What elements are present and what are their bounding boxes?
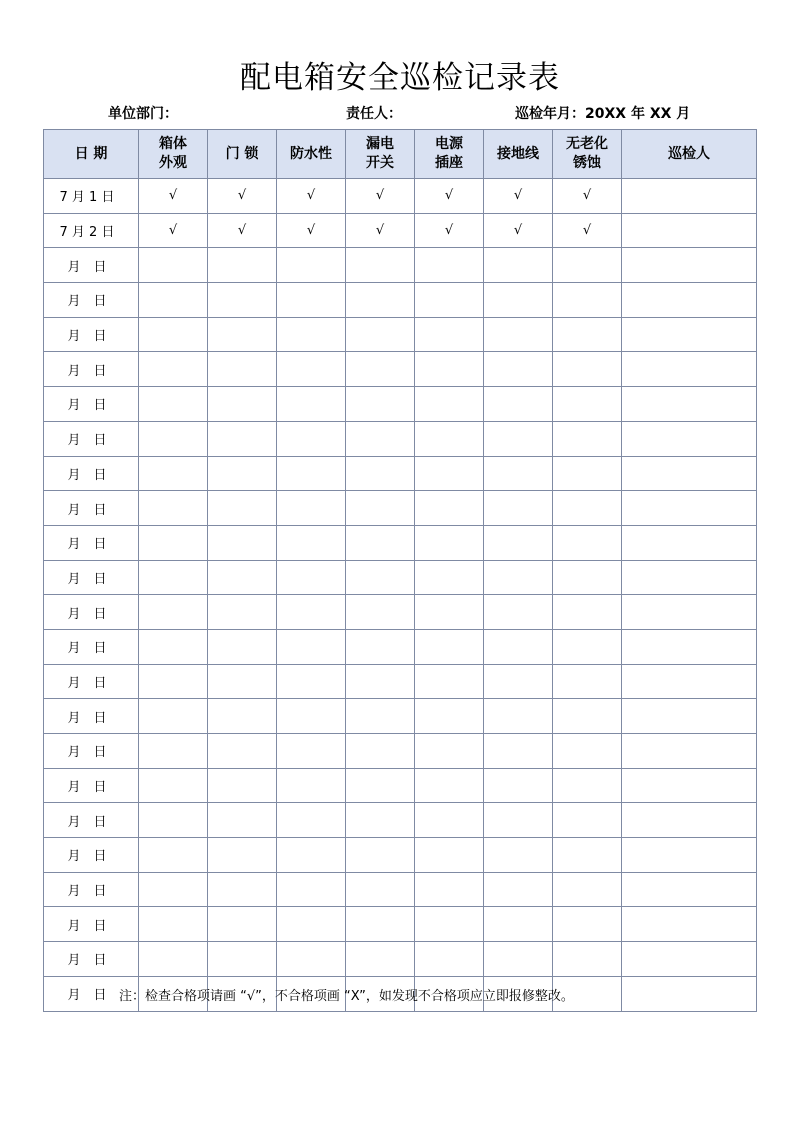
table-cell: √ — [553, 213, 622, 248]
table-cell — [622, 629, 757, 664]
column-header-line1: 巡检人 — [668, 145, 710, 162]
table-cell — [277, 421, 346, 456]
date-cell: 月 日 — [44, 456, 139, 491]
table-row — [44, 421, 757, 456]
table-cell — [553, 629, 622, 664]
table-cell — [553, 664, 622, 699]
table-row — [44, 213, 757, 248]
table-cell — [346, 629, 415, 664]
table-cell — [208, 352, 277, 387]
table-cell — [346, 456, 415, 491]
table-cell — [553, 768, 622, 803]
table-cell — [622, 248, 757, 283]
table-row — [44, 907, 757, 942]
date-cell: 月 日 — [44, 595, 139, 630]
table-cell — [277, 560, 346, 595]
table-cell — [484, 838, 553, 873]
table-cell — [553, 387, 622, 422]
table-cell: √ — [415, 179, 484, 214]
table-row — [44, 456, 757, 491]
table-cell: √ — [346, 179, 415, 214]
date-cell: 月 日 — [44, 387, 139, 422]
table-cell — [277, 699, 346, 734]
table-cell — [346, 803, 415, 838]
table-row — [44, 387, 757, 422]
table-cell — [484, 248, 553, 283]
table-cell — [346, 387, 415, 422]
table-cell: √ — [208, 213, 277, 248]
table-cell — [208, 456, 277, 491]
table-cell — [139, 907, 208, 942]
table-cell — [622, 803, 757, 838]
table-cell — [553, 491, 622, 526]
column-header — [484, 130, 553, 179]
table-cell — [415, 942, 484, 977]
date-cell: 月 日 — [44, 560, 139, 595]
table-cell — [346, 560, 415, 595]
column-header-line1: 漏电 — [366, 136, 394, 152]
table-cell — [553, 907, 622, 942]
table-row — [44, 768, 757, 803]
date-cell: 月 日 — [44, 734, 139, 769]
table-cell — [553, 421, 622, 456]
table-cell — [346, 491, 415, 526]
table-row — [44, 629, 757, 664]
table-cell — [415, 456, 484, 491]
date-cell: 月 日 — [44, 352, 139, 387]
table-cell — [553, 352, 622, 387]
table-cell — [622, 976, 757, 1011]
table-cell — [277, 872, 346, 907]
table-cell — [622, 768, 757, 803]
table-cell: √ — [139, 213, 208, 248]
table-cell: √ — [208, 179, 277, 214]
table-cell — [277, 387, 346, 422]
table-cell — [208, 317, 277, 352]
table-cell — [277, 283, 346, 318]
table-cell — [484, 942, 553, 977]
table-cell — [346, 699, 415, 734]
table-cell — [622, 317, 757, 352]
date-cell: 月 日 — [44, 525, 139, 560]
table-cell — [208, 768, 277, 803]
responsible-person-label: 责任人： — [346, 106, 402, 122]
table-cell — [415, 803, 484, 838]
table-row — [44, 491, 757, 526]
table-cell — [484, 629, 553, 664]
table-cell: √ — [484, 179, 553, 214]
column-header — [415, 130, 484, 179]
column-header-line2: 插座 — [435, 155, 463, 171]
table-cell — [622, 560, 757, 595]
table-cell — [622, 283, 757, 318]
column-header — [553, 130, 622, 179]
table-cell — [139, 872, 208, 907]
table-cell — [415, 699, 484, 734]
table-cell — [277, 803, 346, 838]
date-cell: 月 日 — [44, 248, 139, 283]
table-cell: √ — [415, 213, 484, 248]
table-cell — [553, 560, 622, 595]
table-row — [44, 872, 757, 907]
table-cell — [484, 421, 553, 456]
table-cell — [484, 803, 553, 838]
table-cell — [484, 664, 553, 699]
table-cell — [208, 248, 277, 283]
table-cell — [277, 734, 346, 769]
table-cell — [415, 907, 484, 942]
table-cell — [553, 699, 622, 734]
table-cell — [484, 456, 553, 491]
table-cell — [346, 838, 415, 873]
column-header — [44, 130, 139, 179]
date-cell: 月 日 — [44, 317, 139, 352]
table-cell: √ — [346, 213, 415, 248]
column-header-line1: 防水性 — [290, 145, 332, 162]
table-row — [44, 699, 757, 734]
table-row — [44, 248, 757, 283]
table-cell — [208, 525, 277, 560]
table-cell — [622, 179, 757, 214]
table-row — [44, 560, 757, 595]
table-cell — [346, 907, 415, 942]
table-cell — [415, 872, 484, 907]
table-cell — [415, 664, 484, 699]
date-cell: 月 日 — [44, 768, 139, 803]
table-cell — [484, 734, 553, 769]
table-cell — [622, 907, 757, 942]
table-cell — [277, 942, 346, 977]
table-cell — [622, 734, 757, 769]
table-cell — [415, 629, 484, 664]
table-cell — [139, 387, 208, 422]
column-header — [622, 130, 757, 179]
table-cell — [415, 838, 484, 873]
table-cell — [415, 352, 484, 387]
table-cell — [484, 352, 553, 387]
table-cell — [346, 525, 415, 560]
table-cell — [553, 803, 622, 838]
table-cell: √ — [484, 213, 553, 248]
column-header-line1: 日 期 — [74, 145, 108, 162]
table-cell — [484, 699, 553, 734]
table-cell — [553, 456, 622, 491]
table-cell — [415, 560, 484, 595]
table-cell — [346, 942, 415, 977]
table-header-row — [44, 130, 757, 179]
table-cell — [484, 907, 553, 942]
table-cell — [139, 456, 208, 491]
table-cell — [208, 560, 277, 595]
column-header — [208, 130, 277, 179]
table-cell — [208, 664, 277, 699]
table-cell — [277, 525, 346, 560]
table-cell — [346, 352, 415, 387]
table-row — [44, 352, 757, 387]
table-cell — [277, 907, 346, 942]
column-header — [346, 130, 415, 179]
table-cell — [208, 491, 277, 526]
table-cell — [208, 907, 277, 942]
column-header-line1: 无老化 — [566, 136, 608, 152]
table-cell — [622, 525, 757, 560]
column-header — [277, 130, 346, 179]
table-cell — [553, 317, 622, 352]
table-cell — [277, 248, 346, 283]
table-row — [44, 838, 757, 873]
column-header-line2: 外观 — [159, 155, 187, 171]
table-cell — [277, 595, 346, 630]
table-cell — [553, 872, 622, 907]
table-cell — [346, 248, 415, 283]
table-cell — [622, 352, 757, 387]
department-label: 单位部门： — [108, 106, 178, 122]
table-cell — [208, 283, 277, 318]
table-cell — [622, 213, 757, 248]
table-cell — [415, 283, 484, 318]
table-cell — [622, 872, 757, 907]
table-cell — [208, 629, 277, 664]
table-cell — [139, 595, 208, 630]
table-cell: √ — [277, 213, 346, 248]
date-cell: 月 日 — [44, 699, 139, 734]
date-cell: 月 日 — [44, 976, 139, 1011]
table-cell — [277, 352, 346, 387]
date-cell: 月 日 — [44, 421, 139, 456]
table-cell — [208, 699, 277, 734]
table-cell — [553, 734, 622, 769]
table-cell — [208, 595, 277, 630]
table-cell — [208, 421, 277, 456]
table-cell — [622, 664, 757, 699]
table-cell — [346, 664, 415, 699]
table-cell — [208, 942, 277, 977]
table-cell — [139, 768, 208, 803]
table-cell — [277, 456, 346, 491]
date-cell: 月 日 — [44, 629, 139, 664]
table-cell — [622, 699, 757, 734]
table-cell — [139, 803, 208, 838]
table-cell — [139, 734, 208, 769]
table-cell — [622, 421, 757, 456]
table-cell — [346, 317, 415, 352]
date-cell: 月 日 — [44, 942, 139, 977]
table-cell — [208, 872, 277, 907]
table-row — [44, 734, 757, 769]
date-cell: 月 日 — [44, 283, 139, 318]
table-cell — [277, 768, 346, 803]
table-cell — [139, 525, 208, 560]
table-cell — [622, 456, 757, 491]
table-row — [44, 942, 757, 977]
table-cell — [208, 803, 277, 838]
table-cell — [484, 768, 553, 803]
table-cell — [139, 560, 208, 595]
table-row — [44, 664, 757, 699]
table-cell — [622, 595, 757, 630]
table-cell — [415, 734, 484, 769]
inspection-month-label: 巡检年月：20XX 年 XX 月 — [515, 106, 691, 122]
table-cell — [484, 387, 553, 422]
table-cell — [553, 595, 622, 630]
table-cell — [208, 387, 277, 422]
date-cell: 月 日 — [44, 664, 139, 699]
table-cell — [553, 525, 622, 560]
date-cell: 7 月 2 日 — [44, 213, 139, 248]
table-cell: √ — [139, 179, 208, 214]
table-cell — [553, 942, 622, 977]
table-cell — [139, 352, 208, 387]
table-cell — [415, 768, 484, 803]
table-cell — [208, 838, 277, 873]
table-cell — [346, 768, 415, 803]
table-cell — [346, 283, 415, 318]
table-cell — [622, 942, 757, 977]
table-cell — [277, 629, 346, 664]
table-cell — [139, 491, 208, 526]
table-cell — [622, 387, 757, 422]
table-cell: √ — [277, 179, 346, 214]
date-cell: 月 日 — [44, 907, 139, 942]
table-cell — [139, 629, 208, 664]
table-cell — [553, 283, 622, 318]
table-cell — [346, 872, 415, 907]
table-cell — [484, 560, 553, 595]
table-row — [44, 283, 757, 318]
table-cell — [415, 491, 484, 526]
table-cell — [484, 283, 553, 318]
table-cell — [415, 421, 484, 456]
table-cell — [484, 491, 553, 526]
table-cell — [277, 664, 346, 699]
table-cell — [346, 595, 415, 630]
column-header-line1: 门 锁 — [225, 145, 259, 162]
table-cell — [553, 248, 622, 283]
table-row — [44, 595, 757, 630]
table-row — [44, 317, 757, 352]
table-cell — [139, 248, 208, 283]
table-cell — [139, 942, 208, 977]
table-row — [44, 803, 757, 838]
table-cell — [277, 317, 346, 352]
footnote: 注：检查合格项请画 “√”，不合格项画 “X”，如发现不合格项应立即报修整改。 — [119, 989, 574, 1004]
date-cell: 7 月 1 日 — [44, 179, 139, 214]
table-cell — [277, 491, 346, 526]
table-cell: √ — [553, 179, 622, 214]
table-cell — [484, 872, 553, 907]
page-title: 配电箱安全巡检记录表 — [240, 60, 560, 96]
table-cell — [139, 699, 208, 734]
column-header — [139, 130, 208, 179]
table-cell — [553, 838, 622, 873]
table-cell — [415, 525, 484, 560]
date-cell: 月 日 — [44, 838, 139, 873]
column-header-line1: 接地线 — [497, 145, 539, 162]
table-cell — [484, 595, 553, 630]
inspection-table — [43, 129, 757, 1012]
column-header-line1: 箱体 — [159, 136, 187, 152]
table-cell — [277, 838, 346, 873]
table-cell — [139, 664, 208, 699]
table-cell — [484, 317, 553, 352]
date-cell: 月 日 — [44, 803, 139, 838]
column-header-line2: 锈蚀 — [573, 155, 601, 171]
table-cell — [139, 283, 208, 318]
date-cell: 月 日 — [44, 872, 139, 907]
table-cell — [415, 317, 484, 352]
table-cell — [484, 525, 553, 560]
column-header-line2: 开关 — [366, 155, 394, 171]
table-cell — [622, 838, 757, 873]
column-header-line1: 电源 — [435, 136, 463, 152]
table-row — [44, 179, 757, 214]
table-cell — [415, 248, 484, 283]
date-cell: 月 日 — [44, 491, 139, 526]
table-cell — [346, 421, 415, 456]
table-cell — [139, 838, 208, 873]
table-cell — [139, 421, 208, 456]
table-cell — [415, 387, 484, 422]
table-cell — [208, 734, 277, 769]
table-cell — [622, 491, 757, 526]
table-cell — [346, 734, 415, 769]
table-cell — [139, 317, 208, 352]
table-row — [44, 525, 757, 560]
table-cell — [415, 595, 484, 630]
